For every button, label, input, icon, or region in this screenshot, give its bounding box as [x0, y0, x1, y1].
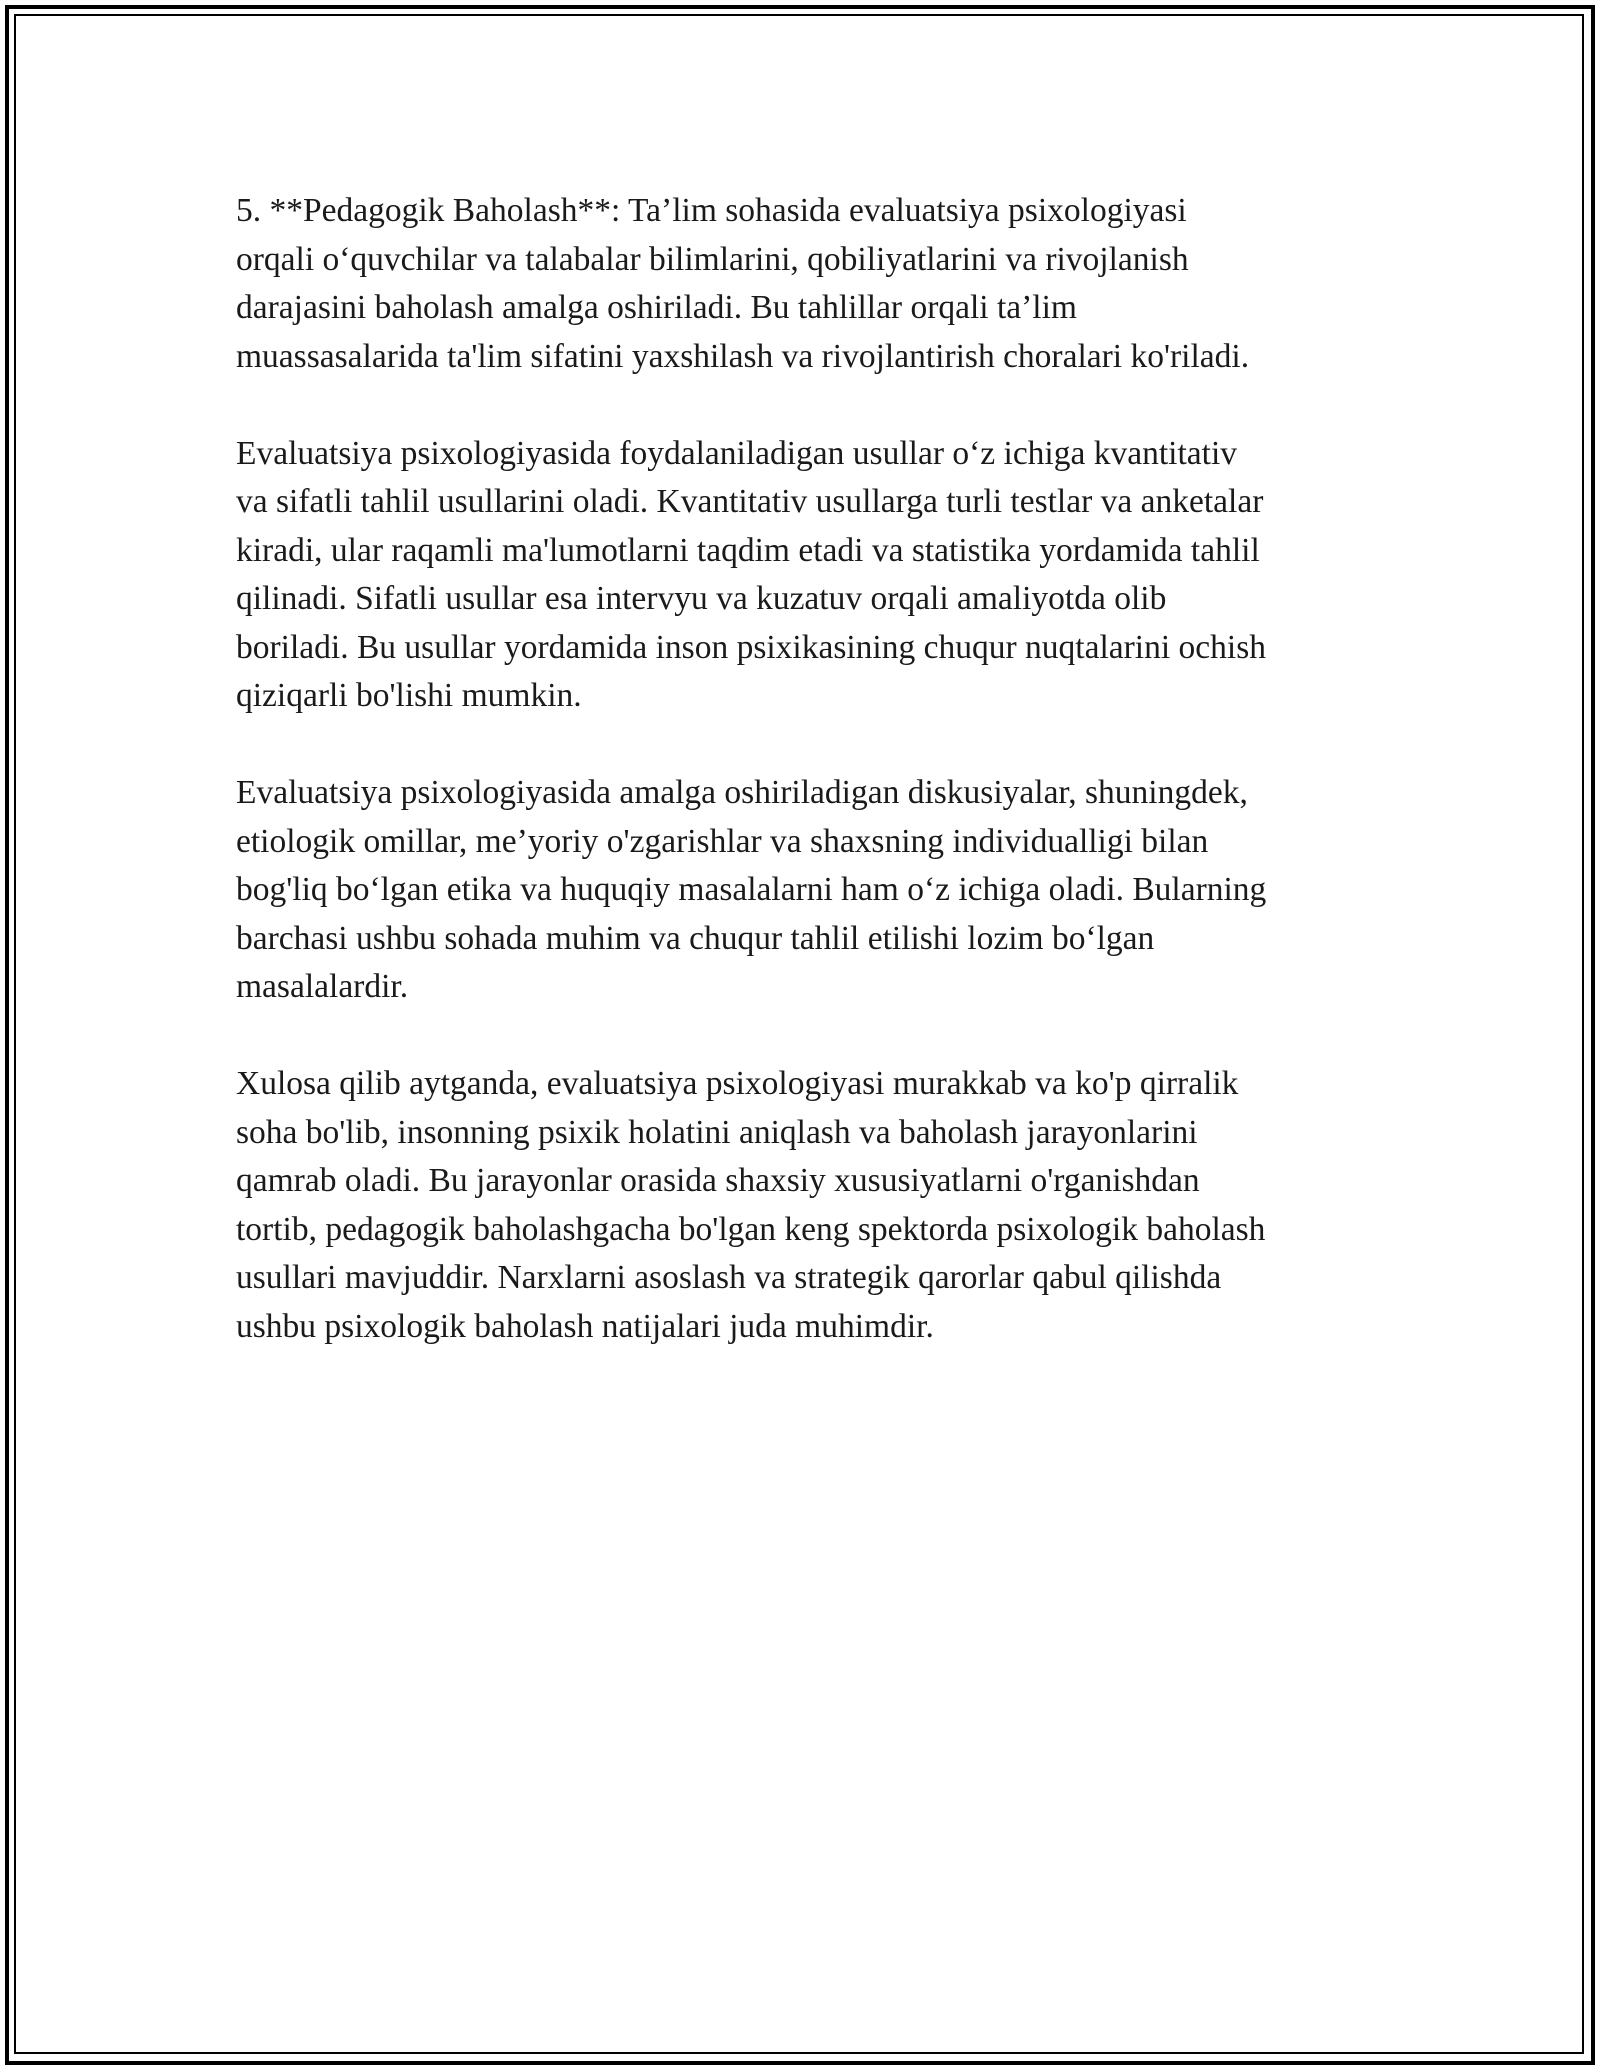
text-line: qiziqarli bo'lishi mumkin.: [236, 677, 582, 714]
paragraph-methods: [236, 430, 1376, 721]
paragraph-conclusion: [236, 1060, 1376, 1351]
paragraph-pedagogik-baholash: [236, 187, 1376, 381]
text-line: orqali oʻquvchilar va talabalar bilimlarini, qobiliyatlarini va rivojlanish: [236, 240, 1189, 278]
text-line: qilinadi. Sifatli usullar esa intervyu va kuzatuv orqali amaliyotda olib: [236, 580, 1167, 617]
text-line: soha bo'lib, insonning psixik holatini aniqlash va baholash jarayonlarini: [236, 1113, 1198, 1151]
text-line: muassasalarida ta'lim sifatini yaxshilash va rivojlantirish choralari ko'riladi.: [236, 337, 1250, 375]
text-line: Evaluatsiya psixologiyasida foydalaniladigan usullar oʻz ichiga kvantitativ: [236, 434, 1238, 472]
text-line: kiradi, ular raqamli ma'lumotlarni taqdim etadi va statistika yordamida tahlil: [236, 531, 1260, 569]
text-line: va sifatli tahlil usullarini oladi. Kvantitativ usullarga turli testlar va anketalar: [236, 483, 1264, 520]
text-line: ushbu psixologik baholash natijalari juda muhimdir.: [236, 1307, 934, 1345]
text-line: qamrab oladi. Bu jarayonlar orasida shaxsiy xususiyatlarni o'rganishdan: [236, 1162, 1200, 1199]
document-body: [236, 187, 1376, 1400]
text-line: Evaluatsiya psixologiyasida amalga oshiriladigan diskusiyalar, shuningdek,: [236, 774, 1248, 811]
text-line: etiologik omillar, me’yoriy o'zgarishlar va shaxsning individualligi bilan: [236, 822, 1209, 860]
text-line: usullari mavjuddir. Narxlarni asoslash va strategik qarorlar qabul qilishda: [236, 1259, 1222, 1296]
paragraph-discussions: [236, 769, 1376, 1012]
text-line: tortib, pedagogik baholashgacha bo'lgan keng spektorda psixologik baholash: [236, 1210, 1266, 1248]
text-line: boriladi. Bu usullar yordamida inson psixikasining chuqur nuqtalarini ochish: [236, 628, 1266, 666]
text-line: Xulosa qilib aytganda, evaluatsiya psixologiyasi murakkab va ko'p qirralik: [236, 1065, 1239, 1102]
text-line: barchasi ushbu sohada muhim va chuqur tahlil etilishi lozim boʻlgan: [236, 919, 1155, 957]
text-line: masalalardir.: [236, 968, 409, 1005]
text-line: bog'liq boʻlgan etika va huquqiy masalalarni ham oʻz ichiga oladi. Bularning: [236, 871, 1267, 908]
text-line: darajasini baholash amalga oshiriladi. Bu tahlillar orqali ta’lim: [236, 289, 1077, 326]
text-line: 5. **Pedagogik Baholash**: Ta’lim sohasida evaluatsiya psixologiyasi: [236, 192, 1187, 229]
